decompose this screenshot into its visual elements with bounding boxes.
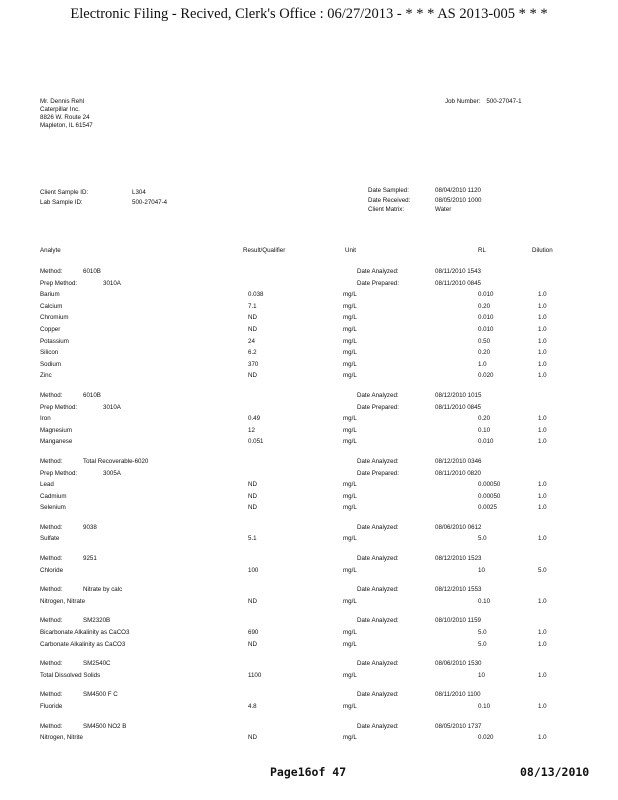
block-spacer	[0, 545, 618, 553]
address-line: Mapleton, IL 61547	[40, 122, 93, 129]
analyte-dilution: 1.0	[538, 325, 547, 333]
method-value: SM4500 F C	[83, 691, 118, 699]
analyte-rl: 0.010	[478, 325, 494, 333]
analyte-unit: mg/L	[343, 291, 357, 299]
analyte-rl: 0.10	[478, 426, 491, 434]
analyte-name: Carbonate Alkalinity as CaCO3	[40, 640, 126, 648]
block-spacer	[0, 713, 618, 721]
analyte-dilution: 5.0	[538, 566, 547, 574]
analyte-unit: mg/L	[343, 372, 357, 380]
analyte-row	[0, 565, 618, 577]
analyte-unit: mg/L	[343, 349, 357, 357]
analyte-result: 0.051	[248, 438, 264, 446]
job-number-label: Job Number:	[445, 98, 481, 105]
analyte-dilution: 1.0	[538, 337, 547, 345]
method-block	[0, 456, 618, 514]
analyte-result: ND	[248, 372, 257, 380]
analyte-row	[0, 701, 618, 713]
analyte-result: 7.1	[248, 302, 257, 310]
analyte-unit: mg/L	[343, 535, 357, 543]
date-prepared-label: Date Prepared:	[357, 469, 399, 477]
analyte-rl: 0.10	[478, 597, 491, 605]
prep-method-label: Prep Method:	[40, 403, 78, 411]
date-analyzed-value: 08/05/2010 1737	[435, 722, 482, 730]
method-label: Method:	[40, 268, 63, 275]
analyte-unit: mg/L	[343, 325, 357, 333]
prep-method-row	[0, 402, 618, 414]
analyte-rl: 0.10	[478, 703, 491, 710]
analyte-result: ND	[248, 325, 257, 333]
date-prepared-value: 08/11/2010 0845	[435, 403, 481, 411]
client-matrix-label: Client Matrix:	[368, 206, 405, 213]
analyte-result: 6.2	[248, 349, 257, 357]
analyte-dilution: 1.0	[538, 426, 547, 434]
date-analyzed-label: Date Analyzed:	[357, 660, 399, 668]
analyte-dilution: 1.0	[538, 597, 547, 605]
lab-sample-id-label: Lab Sample ID:	[40, 198, 83, 206]
job-number	[445, 98, 522, 106]
analyte-result: 0.49	[248, 415, 261, 423]
analyte-rl: 5.0	[478, 629, 487, 637]
analyte-name: Cadmium	[40, 492, 67, 500]
analyte-name: Silicon	[40, 349, 59, 357]
analyte-row	[0, 732, 618, 744]
date-sampled-label: Date Sampled:	[368, 187, 409, 194]
date-prepared-label: Date Prepared:	[357, 279, 399, 287]
analyte-row	[0, 301, 618, 313]
date-analyzed-label: Date Analyzed:	[357, 268, 399, 275]
analyte-result: 690	[248, 629, 259, 637]
analyte-unit: mg/L	[343, 629, 357, 637]
prep-method-row	[0, 278, 618, 290]
method-value: SM2320B	[83, 617, 111, 625]
analyte-name: Chloride	[40, 566, 64, 574]
analyte-result: ND	[248, 504, 257, 512]
block-spacer	[0, 382, 618, 390]
method-label: Method:	[40, 391, 63, 399]
prep-method-label: Prep Method:	[40, 279, 78, 287]
method-label: Method:	[40, 457, 63, 465]
analyte-result: 0.038	[248, 291, 264, 299]
col-dilution: Dilution	[532, 247, 553, 254]
analyte-rl: 0.020	[478, 734, 494, 742]
method-label: Method:	[40, 660, 63, 668]
analyte-name: Iron	[40, 415, 51, 423]
block-spacer	[0, 576, 618, 584]
analyte-unit: mg/L	[343, 640, 357, 648]
client-matrix-value: Water	[435, 206, 452, 213]
analyte-dilution: 1.0	[538, 504, 547, 512]
method-value: Total Recoverable-6020	[83, 457, 149, 465]
analyte-unit: mg/L	[343, 671, 357, 679]
results-table	[0, 266, 618, 744]
analyte-name: Calcium	[40, 302, 63, 310]
block-spacer	[0, 448, 618, 456]
method-block	[0, 522, 618, 545]
analyte-result: 100	[248, 566, 259, 574]
analyte-dilution: 1.0	[538, 349, 547, 357]
date-analyzed-value: 08/11/2010 1543	[435, 268, 481, 275]
analyte-unit: mg/L	[343, 734, 357, 742]
analyte-name: Chromium	[40, 314, 69, 322]
analyte-rl: 5.0	[478, 535, 487, 543]
analyte-unit: mg/L	[343, 314, 357, 322]
date-analyzed-label: Date Analyzed:	[357, 617, 399, 625]
method-block	[0, 615, 618, 650]
analyte-rl: 0.20	[478, 349, 491, 357]
analyte-row	[0, 596, 618, 608]
method-row	[0, 522, 618, 534]
analyte-result: 370	[248, 360, 259, 368]
date-analyzed-value: 08/12/2010 1553	[435, 586, 482, 594]
analyte-rl: 0.010	[478, 438, 494, 446]
analyte-rl: 0.010	[478, 314, 494, 322]
analyte-rl: 0.020	[478, 372, 494, 380]
date-prepared-value: 08/11/2010 0820	[435, 469, 481, 477]
analyte-row	[0, 425, 618, 437]
analyte-name: Bicarbonate Alkalinity as CaCO3	[40, 629, 130, 637]
method-row	[0, 658, 618, 670]
analyte-result: 24	[248, 337, 255, 345]
analyte-rl: 0.0025	[478, 504, 497, 512]
date-sampled-value: 08/04/2010 1120	[435, 187, 481, 194]
analyte-result: 1100	[248, 671, 262, 679]
analyte-rl: 0.010	[478, 291, 494, 299]
date-analyzed-label: Date Analyzed:	[357, 457, 399, 465]
date-analyzed-value: 08/06/2010 0612	[435, 523, 482, 531]
analyte-row	[0, 436, 618, 448]
method-block	[0, 266, 618, 382]
client-sample-id-label: Client Sample ID:	[40, 189, 89, 196]
analyte-row	[0, 670, 618, 682]
method-value: 6010B	[83, 391, 101, 399]
analyte-name: Lead	[40, 481, 54, 489]
method-value: Nitrate by calc	[83, 586, 123, 594]
method-row	[0, 553, 618, 565]
date-analyzed-label: Date Analyzed:	[357, 391, 399, 399]
analyte-row	[0, 324, 618, 336]
analyte-row	[0, 347, 618, 359]
analyte-dilution: 1.0	[538, 734, 547, 742]
analyte-dilution: 1.0	[538, 535, 547, 543]
analyte-dilution: 1.0	[538, 372, 547, 380]
method-label: Method:	[40, 691, 63, 699]
method-label: Method:	[40, 523, 63, 531]
analyte-rl: 0.00050	[478, 481, 501, 489]
analyte-row	[0, 359, 618, 371]
analyte-unit: mg/L	[343, 504, 357, 512]
date-analyzed-value: 08/06/2010 1530	[435, 660, 482, 668]
analyte-row	[0, 289, 618, 301]
address-line: 8826 W. Route 24	[40, 114, 90, 121]
analyte-result: ND	[248, 492, 257, 500]
analyte-result: 12	[248, 426, 255, 434]
date-analyzed-value: 08/12/2010 0346	[435, 457, 482, 465]
analyte-row	[0, 491, 618, 503]
analyte-row	[0, 413, 618, 425]
analyte-dilution: 1.0	[538, 302, 547, 310]
analyte-name: Zinc	[40, 372, 52, 380]
analyte-name: Nitrogen, Nitrate	[40, 597, 86, 605]
analyte-dilution: 1.0	[538, 703, 547, 710]
analyte-rl: 10	[478, 566, 485, 574]
analyte-row	[0, 312, 618, 324]
analyte-dilution: 1.0	[538, 291, 547, 299]
analyte-result: ND	[248, 640, 257, 648]
analyte-unit: mg/L	[343, 337, 357, 345]
block-spacer	[0, 514, 618, 522]
analyte-result: ND	[248, 314, 257, 322]
job-number-value: 500-27047-1	[486, 98, 522, 105]
block-spacer	[0, 650, 618, 658]
analyte-row	[0, 502, 618, 514]
analyte-unit: mg/L	[343, 360, 357, 368]
analyte-dilution: 1.0	[538, 671, 547, 679]
analyte-unit: mg/L	[343, 302, 357, 310]
date-analyzed-value: 08/10/2010 1159	[435, 617, 481, 625]
sample-dates	[368, 186, 481, 215]
method-block	[0, 721, 618, 744]
filing-header: Electronic Filing - Recived, Clerk's Office : 06/27/2013 - * * * AS 2013-005 * * *	[70, 6, 548, 22]
analyte-unit: mg/L	[343, 703, 357, 710]
analyte-row	[0, 533, 618, 545]
address-line: Mr. Dennis Rehl	[40, 98, 85, 105]
method-row	[0, 266, 618, 278]
analyte-dilution: 1.0	[538, 415, 547, 423]
footer-date: 08/13/2010	[520, 765, 590, 779]
analyte-unit: mg/L	[343, 426, 357, 434]
analyte-unit: mg/L	[343, 481, 357, 489]
analyte-rl: 0.00050	[478, 492, 501, 500]
date-analyzed-label: Date Analyzed:	[357, 722, 399, 730]
col-analyte: Analyte	[40, 247, 61, 254]
method-value: 9251	[83, 555, 97, 563]
prep-method-value: 3010A	[103, 279, 121, 287]
analyte-rl: 0.50	[478, 337, 491, 345]
col-unit: Unit	[345, 247, 357, 254]
analyte-row	[0, 336, 618, 348]
analyte-name: Sodium	[40, 360, 61, 368]
date-analyzed-value: 08/12/2010 1015	[435, 391, 482, 399]
method-block	[0, 689, 618, 712]
method-row	[0, 721, 618, 733]
analyte-dilution: 1.0	[538, 492, 547, 500]
date-analyzed-value: 08/12/2010 1523	[435, 555, 482, 563]
analyte-row	[0, 627, 618, 639]
page-number: Page16of 47	[270, 765, 347, 779]
method-block	[0, 584, 618, 607]
analyte-dilution: 1.0	[538, 481, 547, 489]
prep-method-value: 3005A	[103, 469, 121, 477]
method-label: Method:	[40, 586, 63, 594]
method-row	[0, 689, 618, 701]
analyte-result: 4.8	[248, 703, 257, 710]
method-row	[0, 390, 618, 402]
analyte-result: ND	[248, 734, 257, 742]
analyte-result: ND	[248, 481, 257, 489]
analyte-name: Copper	[40, 325, 61, 333]
analyte-name: Total Dissolved Solids	[40, 671, 101, 679]
analyte-name: Sulfate	[40, 535, 60, 543]
analyte-rl: 1.0	[478, 360, 487, 368]
analyte-rl: 10	[478, 671, 485, 679]
date-analyzed-label: Date Analyzed:	[357, 586, 399, 594]
analyte-result: ND	[248, 597, 257, 605]
date-analyzed-label: Date Analyzed:	[357, 691, 399, 699]
method-label: Method:	[40, 617, 63, 625]
analyte-name: Barium	[40, 291, 60, 299]
analyte-row	[0, 639, 618, 651]
prep-method-value: 3010A	[103, 403, 121, 411]
method-label: Method:	[40, 722, 63, 730]
analyte-name: Selenium	[40, 504, 66, 512]
analyte-dilution: 1.0	[538, 438, 547, 446]
method-value: 6010B	[83, 268, 101, 275]
method-block	[0, 390, 618, 448]
analyte-name: Fluoride	[40, 703, 63, 710]
lab-sample-id-value: 500-27047-4	[132, 198, 168, 206]
date-prepared-value: 08/11/2010 0845	[435, 279, 481, 287]
client-sample-id-value: L304	[132, 189, 146, 196]
block-spacer	[0, 681, 618, 689]
analyte-dilution: 1.0	[538, 640, 547, 648]
analyte-unit: mg/L	[343, 492, 357, 500]
method-value: SM2540C	[83, 660, 111, 668]
analyte-name: Manganese	[40, 438, 73, 446]
method-value: SM4500 NO2 B	[83, 722, 127, 730]
analyte-name: Potassium	[40, 337, 69, 345]
method-block	[0, 553, 618, 576]
address-line: Caterpillar Inc.	[40, 106, 80, 113]
date-prepared-label: Date Prepared:	[357, 403, 399, 411]
method-value: 9038	[83, 523, 97, 531]
col-rl: RL	[478, 247, 486, 254]
prep-method-label: Prep Method:	[40, 469, 78, 477]
method-block	[0, 658, 618, 681]
analyte-dilution: 1.0	[538, 629, 547, 637]
date-analyzed-label: Date Analyzed:	[357, 555, 399, 563]
method-label: Method:	[40, 555, 63, 563]
analyte-unit: mg/L	[343, 597, 357, 605]
block-spacer	[0, 607, 618, 615]
analyte-rl: 0.20	[478, 302, 491, 310]
analyte-unit: mg/L	[343, 415, 357, 423]
client-address	[40, 98, 93, 130]
date-analyzed-value: 08/11/2010 1100	[435, 691, 481, 699]
analyte-rl: 0.20	[478, 415, 491, 423]
prep-method-row	[0, 468, 618, 480]
method-row	[0, 584, 618, 596]
date-analyzed-label: Date Analyzed:	[357, 523, 399, 531]
analyte-dilution: 1.0	[538, 314, 547, 322]
analyte-result: 5.1	[248, 535, 257, 543]
analyte-row	[0, 479, 618, 491]
analyte-dilution: 1.0	[538, 360, 547, 368]
sample-ids	[40, 188, 167, 207]
analyte-name: Nitrogen, Nitrite	[40, 734, 83, 742]
analyte-name: Magnesium	[40, 426, 72, 434]
analyte-rl: 5.0	[478, 640, 487, 648]
date-received-value: 08/05/2010 1000	[435, 196, 482, 204]
analyte-unit: mg/L	[343, 566, 357, 574]
analyte-unit: mg/L	[343, 438, 357, 446]
analyte-row	[0, 370, 618, 382]
col-result: Result/Qualifier	[243, 247, 286, 254]
method-row	[0, 456, 618, 468]
date-received-label: Date Received:	[368, 196, 411, 204]
method-row	[0, 615, 618, 627]
